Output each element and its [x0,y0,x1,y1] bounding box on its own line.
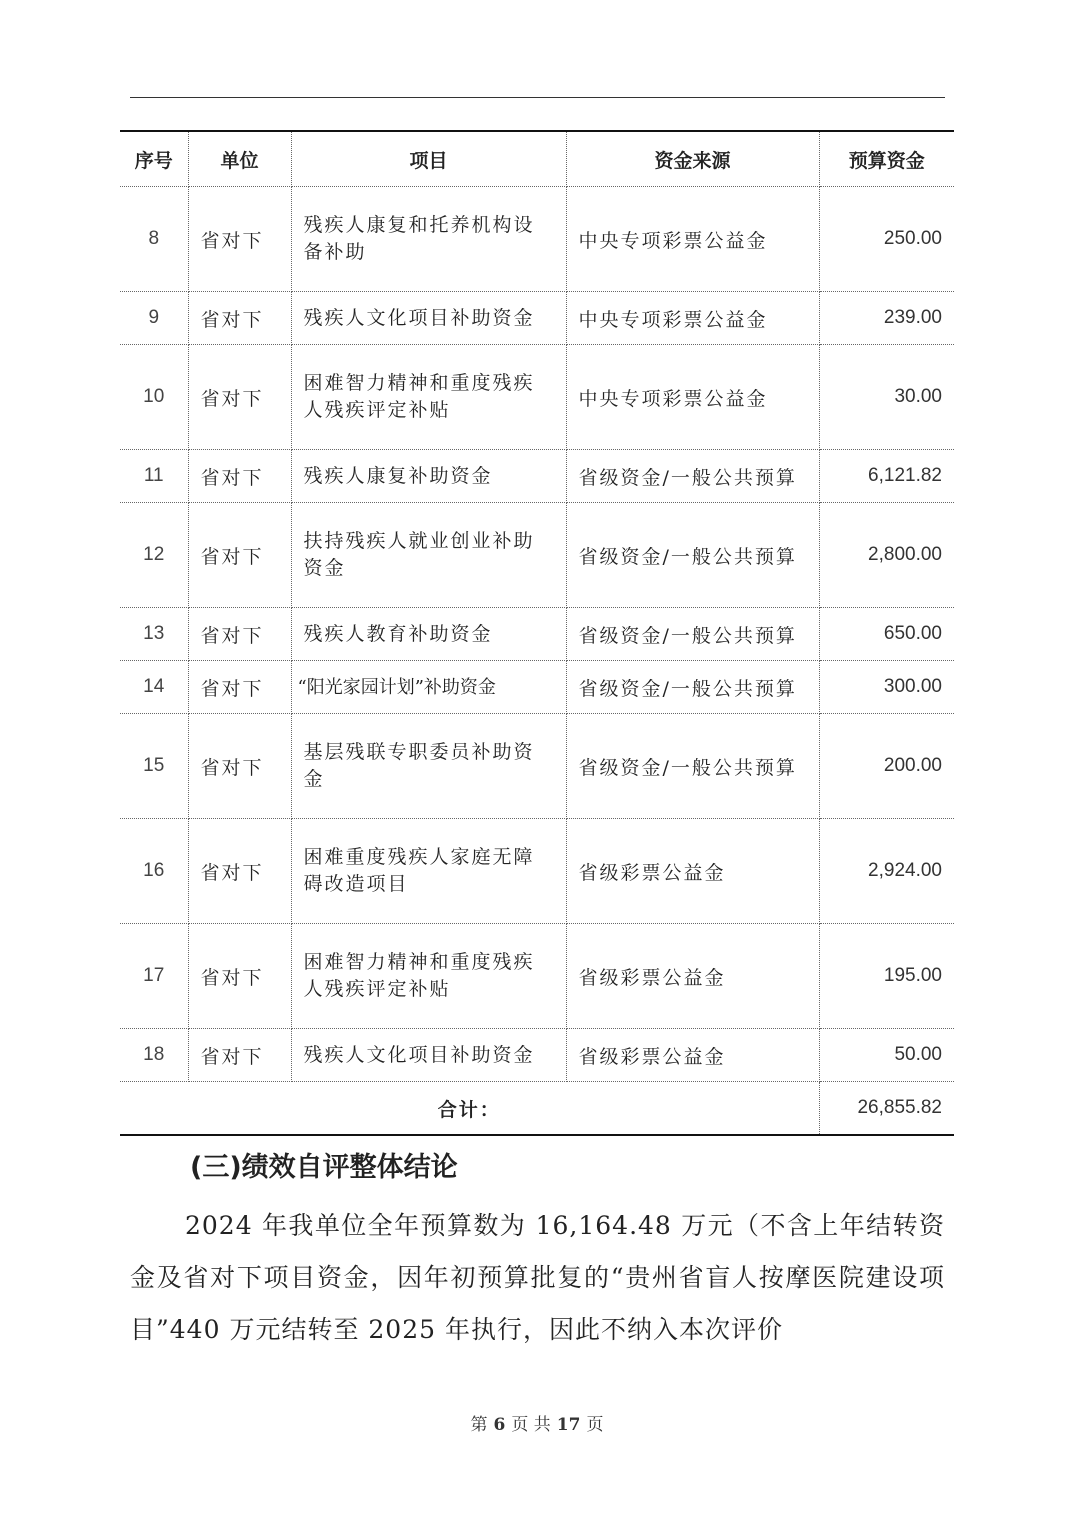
header-source: 资金来源 [566,131,819,187]
section-heading: (三)绩效自评整体结论 [190,1152,458,1183]
cell-amount: 2,924.00 [819,819,954,924]
cell-seq: 13 [120,608,188,661]
table-row [120,503,954,608]
table-total-row [120,1082,954,1136]
cell-unit: 省对下 [188,661,291,714]
table-row [120,345,954,450]
cell-amount: 195.00 [819,924,954,1029]
cell-amount: 650.00 [819,608,954,661]
cell-seq: 8 [120,187,188,292]
cell-source: 中央专项彩票公益金 [566,292,819,345]
cell-unit: 省对下 [188,924,291,1029]
table-row [120,450,954,503]
cell-amount: 300.00 [819,661,954,714]
cell-item: 残疾人文化项目补助资金 [291,292,566,345]
cell-source: 省级彩票公益金 [566,1029,819,1082]
cell-source: 省级资金/一般公共预算 [566,450,819,503]
cell-item: “阳光家园计划”补助资金 [291,661,566,714]
footer-prefix: 第 [470,1415,488,1435]
table-row [120,819,954,924]
cell-amount: 2,800.00 [819,503,954,608]
cell-unit: 省对下 [188,1029,291,1082]
cell-unit: 省对下 [188,819,291,924]
total-label: 合计： [120,1082,819,1136]
cell-seq: 10 [120,345,188,450]
cell-amount: 239.00 [819,292,954,345]
cell-item: 残疾人康复和托养机构设备补助 [291,187,566,292]
cell-item: 扶持残疾人就业创业补助资金 [291,503,566,608]
cell-amount: 6,121.82 [819,450,954,503]
cell-seq: 11 [120,450,188,503]
cell-amount: 50.00 [819,1029,954,1082]
footer-suffix: 页 [586,1415,604,1435]
cell-item: 残疾人教育补助资金 [291,608,566,661]
footer-middle: 页 共 [511,1415,551,1435]
table-row [120,661,954,714]
cell-item: 残疾人康复补助资金 [291,450,566,503]
cell-source: 中央专项彩票公益金 [566,187,819,292]
cell-seq: 18 [120,1029,188,1082]
cell-source: 省级资金/一般公共预算 [566,661,819,714]
cell-amount: 30.00 [819,345,954,450]
cell-unit: 省对下 [188,608,291,661]
page-footer [0,1410,1074,1435]
cell-item: 困难智力精神和重度残疾人残疾评定补贴 [291,345,566,450]
cell-source: 省级资金/一般公共预算 [566,714,819,819]
cell-amount: 250.00 [819,187,954,292]
cell-unit: 省对下 [188,292,291,345]
cell-seq: 14 [120,661,188,714]
header-rule [130,97,945,98]
table-header-row [120,131,954,187]
table-row [120,714,954,819]
table-row [120,187,954,292]
header-amount: 预算资金 [819,131,954,187]
cell-source: 省级资金/一般公共预算 [566,503,819,608]
table-row [120,1029,954,1082]
cell-source: 中央专项彩票公益金 [566,345,819,450]
cell-unit: 省对下 [188,503,291,608]
cell-source: 省级彩票公益金 [566,924,819,1029]
footer-total-pages: 17 [556,1415,581,1435]
cell-seq: 12 [120,503,188,608]
cell-unit: 省对下 [188,714,291,819]
cell-source: 省级资金/一般公共预算 [566,608,819,661]
total-amount: 26,855.82 [819,1082,954,1136]
cell-item: 困难智力精神和重度残疾人残疾评定补贴 [291,924,566,1029]
cell-seq: 9 [120,292,188,345]
cell-unit: 省对下 [188,187,291,292]
budget-table [120,130,954,1136]
table-row [120,924,954,1029]
footer-page-number: 6 [493,1415,506,1435]
cell-unit: 省对下 [188,345,291,450]
cell-source: 省级彩票公益金 [566,819,819,924]
cell-item: 基层残联专职委员补助资金 [291,714,566,819]
table-row [120,608,954,661]
table-row [120,292,954,345]
cell-amount: 200.00 [819,714,954,819]
cell-unit: 省对下 [188,450,291,503]
cell-seq: 17 [120,924,188,1029]
cell-item: 残疾人文化项目补助资金 [291,1029,566,1082]
header-unit: 单位 [188,131,291,187]
cell-item: 困难重度残疾人家庭无障碍改造项目 [291,819,566,924]
body-paragraph: 2024 年我单位全年预算数为 16,164.48 万元（不含上年结转资金及省对下项目资金，因年初预算批复的“贵州省盲人按摩医院建设项目”440 万元结转至 2025 年执行，因此不纳入本次评价 [130,1211,945,1344]
cell-seq: 16 [120,819,188,924]
cell-seq: 15 [120,714,188,819]
header-seq: 序号 [120,131,188,187]
header-item: 项目 [291,131,566,187]
